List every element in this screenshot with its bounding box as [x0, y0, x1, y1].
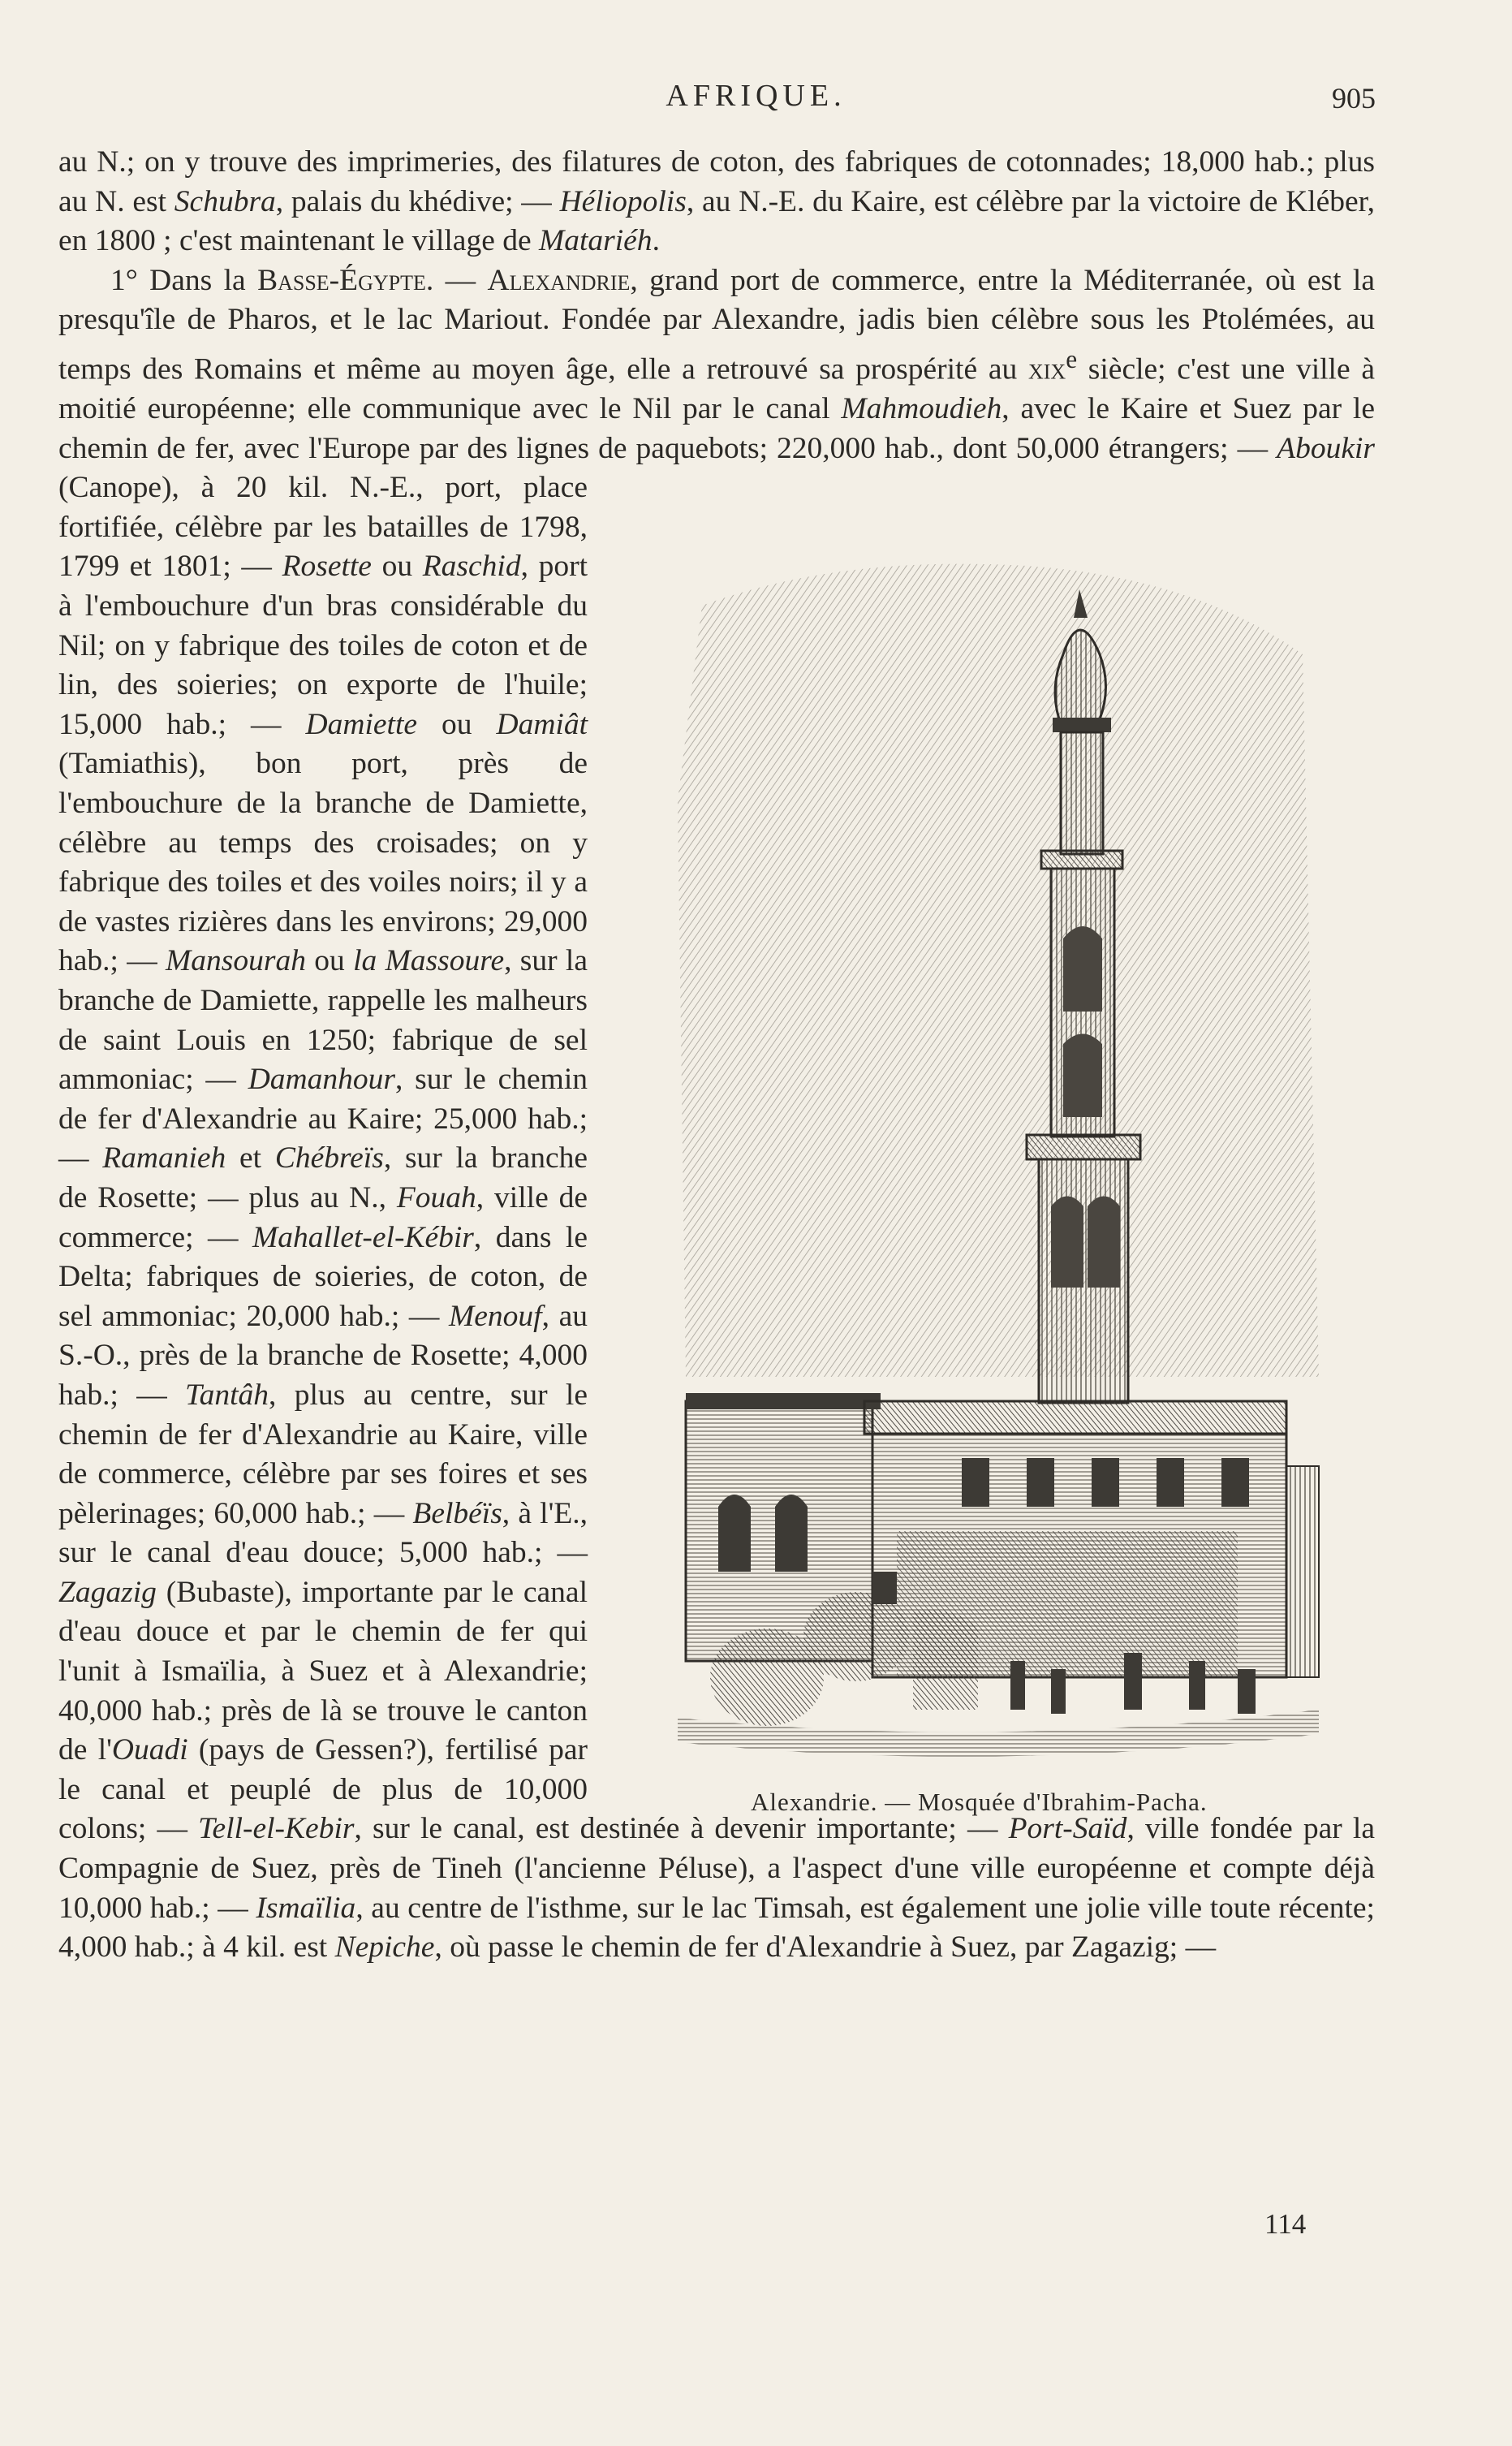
place-name: Aboukir — [1277, 431, 1375, 465]
place-name: Ismaïlia — [256, 1891, 356, 1925]
paragraph-cairo-environs: au N.; on y trouve des imprimeries, des filatures de coton, des fabriques de cotonnades; 18,000 hab.; plus au N. est Schubra, palais du khédive; — Héliopolis, au N.-E. du Kaire, est célèbre par la victoire de Kléber, en 1800 ; c'est maintenant le village de Matariéh. — [58, 145, 1375, 258]
place-name: Port-Saïd — [1008, 1812, 1127, 1846]
place-name: Menouf — [449, 1299, 542, 1333]
place-name: Belbéïs — [412, 1496, 502, 1530]
place-name: Matariéh — [538, 224, 653, 258]
place-name: Mansourah — [166, 944, 306, 978]
place-name: Damiât — [496, 707, 588, 741]
place-name: Nepiche — [334, 1930, 435, 1965]
place-name: Tell-el-Kebir — [198, 1812, 355, 1846]
place-name: Ramanieh — [102, 1141, 226, 1176]
region-name: Basse-Égypte — [257, 263, 426, 297]
place-name: Raschid — [422, 550, 521, 584]
place-name: Damiette — [305, 707, 418, 741]
running-head: AFRIQUE. — [666, 79, 846, 113]
signature-mark: 114 — [1264, 2208, 1307, 2240]
place-name: Fouah — [396, 1180, 476, 1214]
place-name: Héliopolis — [559, 184, 687, 218]
place-name: Mahallet-el-Kébir — [252, 1220, 474, 1254]
mosque-engraving — [670, 557, 1335, 1783]
figure-caption: Alexandrie. — Mosquée d'Ibrahim-Pacha. — [751, 1788, 1208, 1816]
place-name: Damanhour — [248, 1063, 395, 1097]
place-name: la Massoure — [353, 944, 505, 978]
place-name: Schubra — [174, 184, 276, 218]
place-name: Mahmoudieh — [841, 392, 1002, 426]
page-number: 905 — [1332, 82, 1376, 114]
place-name: Chébreïs — [274, 1141, 384, 1176]
place-name: Zagazig — [58, 1575, 157, 1609]
mosque-illustration — [670, 557, 1335, 1783]
place-name: Ouadi — [111, 1733, 188, 1767]
paragraph-lower-egypt: 1° Dans la Basse-Égypte. — Alexandrie, grand port de commerce, entre la Méditerranée, où est la presqu'île de Pharos, et le lac Mariout. Fondée par Alexandre, jadis bien célèbre sous les Ptolémées, au temps des Romains et même au moyen âge, elle a retrouvé sa prospérité au xix$^e$ siècle; c'est une ville à moitié européenne; elle communique avec le Nil par le canal Mahmoudieh, avec le Kaire et Suez par le chemin de fer, avec l'Europe par des lignes de paquebots; 220,000 hab., dont 50,000 étrangers; — Aboukir (Canope), à 20 kil. N.-E., port, place fortifiée, célèbre par les batailles de 1798, 1799 et 1801; — Rosette ou Raschid, port à l'embouchure d'un bras considérable du Nil; on y fabrique des toiles de coton et de lin, des soieries; on exporte de l'huile; 15,000 hab.; — Damiette ou Damiât (Tamiathis), bon port, près de l'embouchure de la branche de Damiette, célèbre au temps des croisades; on y fabrique des toiles et des voiles noirs; il y a de vastes rizières dans les environs; 29,000 hab.; — Mansourah ou la Massoure, sur la branche de Damiette, rappelle les malheurs de saint Louis en 1250; fabrique de sel ammoniac; — Damanhour, sur le chemin de fer d'Alexandrie au Kaire; 25,000 hab.; — Ramanieh et Chébreïs, sur la branche de Rosette; — plus au N., Fouah, ville de commerce; — Mahallet-el-Kébir, dans le Delta; fabriques de soieries, de coton, de sel ammoniac; 20,000 hab.; — Menouf, au S.-O., près de la branche de Rosette; 4,000 hab.; — Tantâh, plus au centre, sur le chemin de fer d'Alexandrie au Kaire, ville de commerce, célèbre par ses foires et ses pèlerinages; 60,000 hab.; — Belbéïs, à l'E., sur le canal d'eau douce; 5,000 hab.; — Zagazig (Bubaste), importante par le canal d'eau douce et par le chemin de fer qui l'unit à Ismaïlia, à Suez et à Alexandrie; 40,000 hab.; près de là se trouve le canton de l'Ouadi (pays de Gessen?), fertilisé par le canal et peuplé de plus de 10,000 colons; — Tell-el-Kebir, sur le canal, est destinée à devenir importante; — Port-Saïd, ville fondée par la Compagnie de Suez, près de Tineh (l'ancienne Péluse), a l'aspect d'une ville européenne et compte déjà 10,000 hab.; — Ismaïlia, au centre de l'isthme, sur le lac Timsah, est également une jolie ville toute récente; 4,000 hab.; à 4 kil. est Nepiche, où passe le chemin de fer d'Alexandrie à Suez, par Zagazig; — — [58, 263, 1375, 1965]
place-name: Rosette — [282, 550, 372, 584]
place-name: Tantâh — [185, 1378, 269, 1412]
city-name: Alexandrie — [487, 263, 631, 297]
